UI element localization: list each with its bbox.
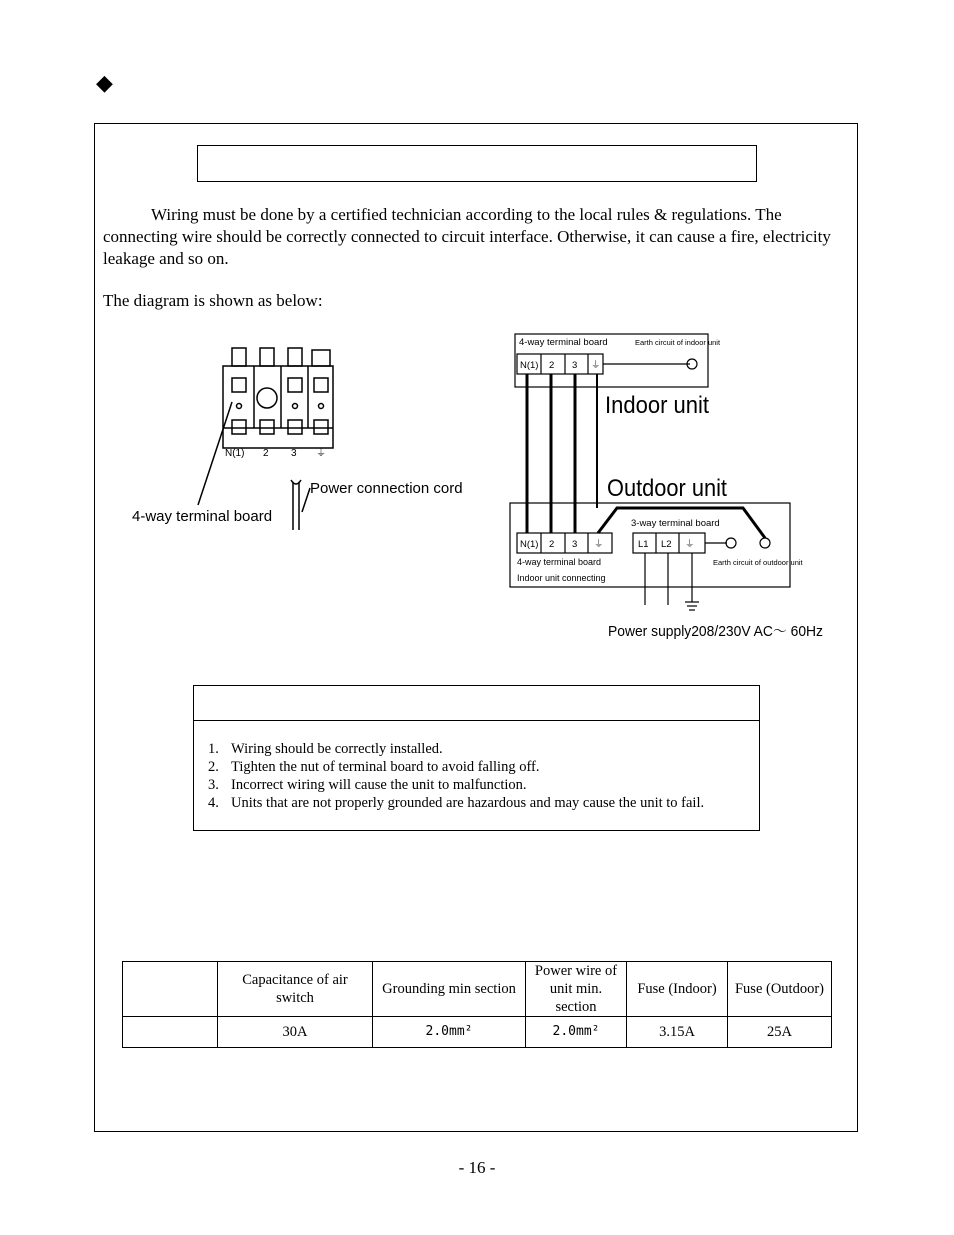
screw-icon — [232, 420, 246, 434]
terminal-label: L2 — [661, 539, 672, 550]
terminal-label: ⏚ — [316, 448, 326, 459]
outdoor-earth-label: Earth circuit of outdoor unit — [713, 558, 803, 567]
screw-icon — [288, 420, 302, 434]
table-cell: 25A — [728, 1017, 832, 1048]
indoor-unit-label: Indoor unit — [605, 392, 710, 419]
outdoor-unit-label: Outdoor unit — [607, 475, 728, 502]
list-item: 1. Wiring should be correctly installed. — [208, 741, 443, 757]
screw-icon — [260, 420, 274, 434]
power-supply-label: Power supply208/230V AC～ 60Hz — [608, 623, 823, 640]
terminal-label: ⏚ — [591, 360, 601, 371]
table-header — [123, 962, 218, 1017]
table-cell: 2.0mm² — [526, 1017, 627, 1048]
outdoor-board3-label: 3-way terminal board — [631, 518, 720, 529]
indoor-earth-label: Earth circuit of indoor unit — [635, 338, 721, 347]
table-header: Fuse (Outdoor) — [728, 962, 832, 1017]
terminal-label: N(1) — [225, 448, 245, 459]
table-cell — [123, 1017, 218, 1048]
table-cell: 2.0mm² — [373, 1017, 526, 1048]
intro-paragraph — [103, 204, 853, 270]
section-title-box — [197, 145, 757, 182]
outdoor-board4-label: 4-way terminal board — [517, 557, 602, 567]
screw-icon — [288, 378, 302, 392]
diagram-caption: The diagram is shown as below: — [103, 291, 323, 310]
spec-table — [122, 961, 832, 1048]
terminal-label: N(1) — [520, 360, 539, 371]
screw-icon — [314, 378, 328, 392]
terminal-label: 3 — [291, 448, 297, 459]
screw-icon — [232, 378, 246, 392]
list-item: 3. Incorrect wiring will cause the unit to malfunction. — [208, 777, 527, 793]
screw-icon — [314, 420, 328, 434]
terminal-label: L1 — [638, 539, 649, 550]
notes-box — [193, 685, 760, 831]
board-tab — [232, 348, 246, 366]
terminal-board-diagram — [120, 340, 480, 540]
board-tab — [312, 350, 330, 366]
terminal-label: 2 — [549, 539, 555, 550]
wiring-schematic — [505, 330, 835, 650]
notes-header — [194, 686, 759, 721]
board-tab — [260, 348, 274, 366]
table-cell: 3.15A — [627, 1017, 728, 1048]
notes-list — [208, 740, 704, 812]
table-header: Grounding min section — [373, 962, 526, 1017]
terminal-label: ⏚ — [685, 539, 695, 550]
table-cell: 30A — [218, 1017, 373, 1048]
ground-icon — [760, 538, 770, 548]
ground-icon — [726, 538, 736, 548]
table-header: Power wire of unit min. section — [526, 962, 627, 1017]
terminal-label: 2 — [549, 360, 555, 371]
outdoor-board4-sublabel: Indoor unit connecting — [517, 573, 606, 583]
intro-text: Wiring must be done by a certified technician according to the local rules & regulations. The connecting wire should be correctly connected to circuit interface. Otherwise, it can cause a fire, electricity leakage and so on. — [103, 205, 831, 268]
section-bullet: ◆ — [96, 70, 113, 95]
list-item: 2. Tighten the nut of terminal board to avoid falling off. — [208, 759, 540, 775]
terminal-label: 2 — [263, 448, 269, 459]
table-row — [123, 1017, 832, 1048]
board-tab — [288, 348, 302, 366]
board-label: 4-way terminal board — [132, 508, 273, 525]
terminal-label: ⏚ — [594, 539, 604, 550]
table-header: Capacitance of air switch — [218, 962, 373, 1017]
page-number: - 16 - — [458, 1158, 496, 1177]
terminal-label: N(1) — [520, 539, 539, 550]
cord-label: Power connection cord — [310, 480, 463, 497]
list-item: 4. Units that are not properly grounded are hazardous and may cause the unit to fail. — [208, 795, 705, 811]
table-header-row — [123, 962, 832, 1017]
terminal-label: 3 — [572, 360, 578, 371]
terminal-label: 3 — [572, 539, 578, 550]
table-header: Fuse (Indoor) — [627, 962, 728, 1017]
indoor-board-label: 4-way terminal board — [519, 337, 608, 348]
screw-icon — [257, 388, 277, 408]
